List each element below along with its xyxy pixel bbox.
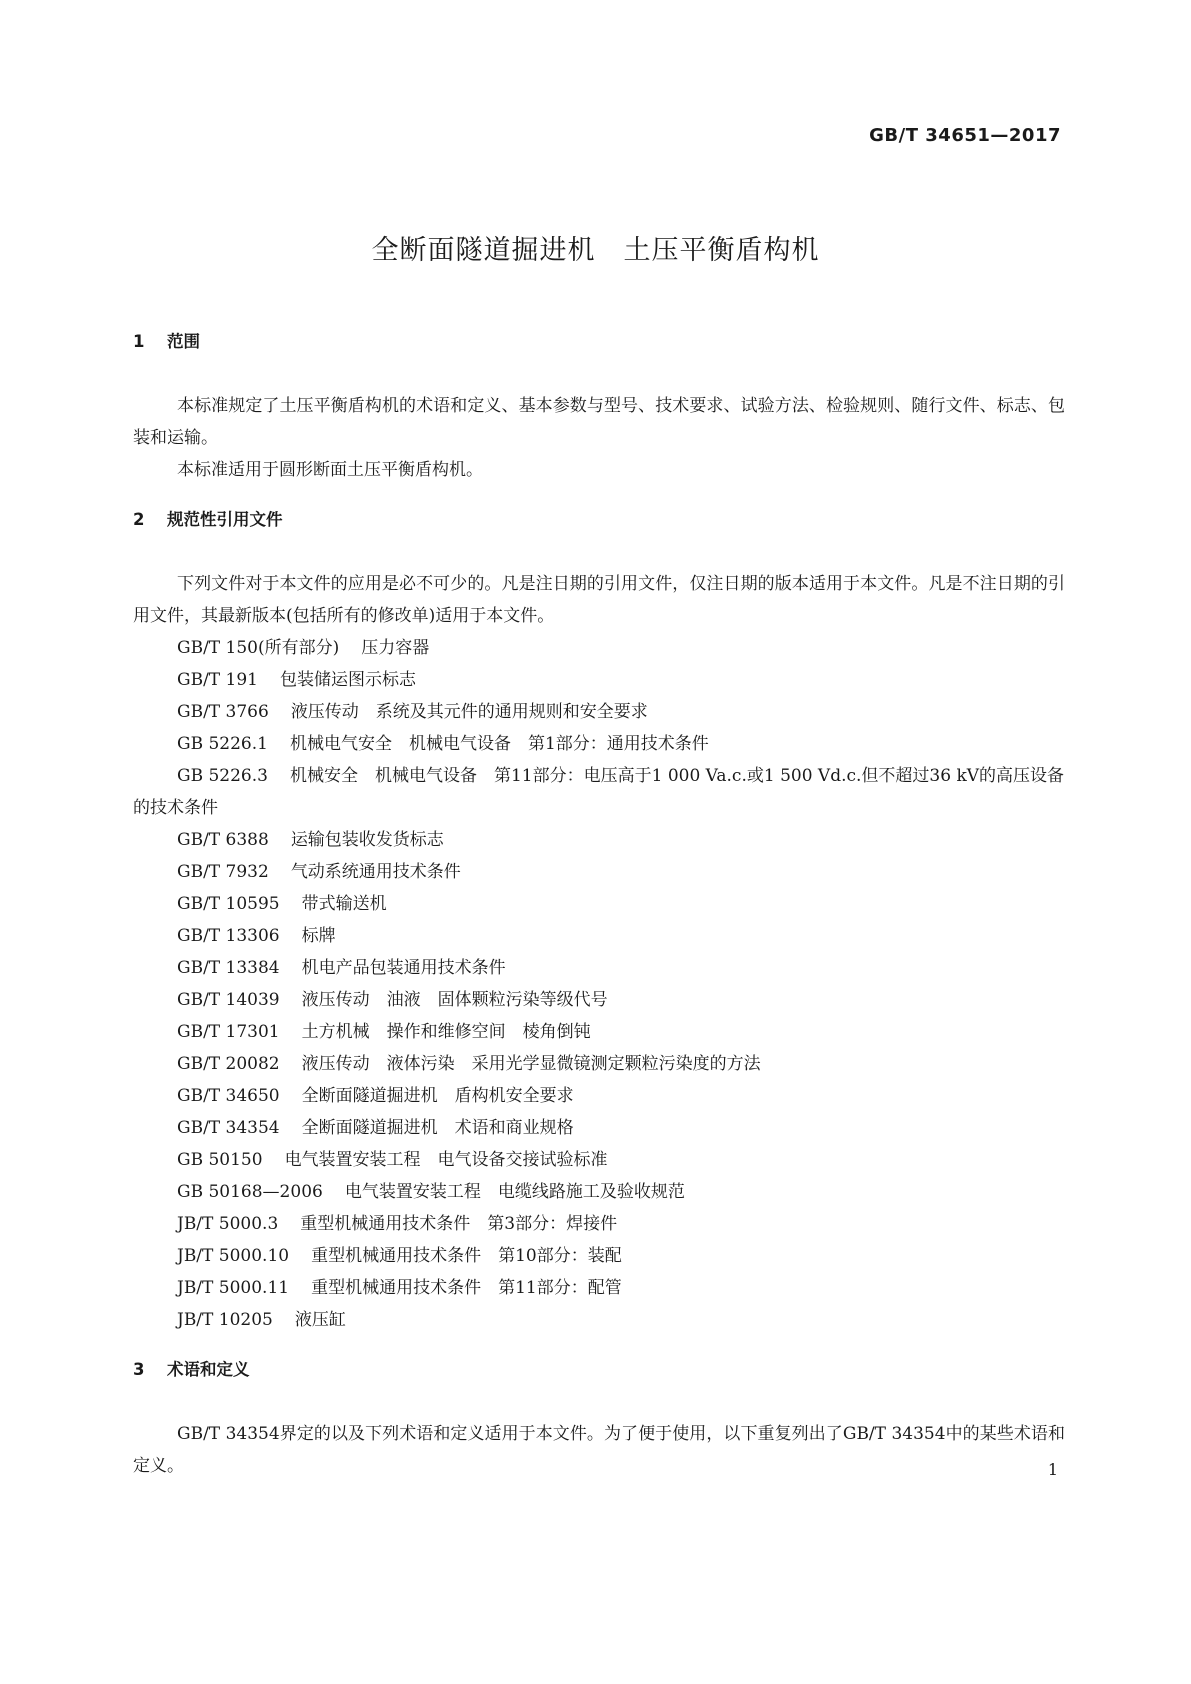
reference-code: GB/T 6388 — [177, 830, 269, 850]
reference-code: GB/T 3766 — [177, 702, 269, 722]
document-body — [133, 330, 1065, 1482]
reference-item — [133, 856, 1065, 888]
reference-code: JB/T 10205 — [177, 1310, 273, 1330]
reference-title: 重型机械通用技术条件 第3部分：焊接件 — [300, 1214, 618, 1234]
reference-title: 电气装置安装工程 电缆线路施工及验收规范 — [344, 1182, 685, 1202]
reference-code: GB/T 34354 — [177, 1118, 280, 1138]
reference-title: 运输包装收发货标志 — [290, 830, 444, 850]
reference-title: 全断面隧道掘进机 术语和商业规格 — [301, 1118, 574, 1138]
reference-title: 全断面隧道掘进机 盾构机安全要求 — [301, 1086, 574, 1106]
reference-code: GB/T 17301 — [177, 1022, 280, 1042]
reference-item — [133, 888, 1065, 920]
reference-title: 压力容器 — [361, 638, 430, 658]
reference-code: JB/T 5000.3 — [177, 1214, 279, 1234]
reference-code: GB/T 10595 — [177, 894, 280, 914]
section-heading-terms-and-definitions — [133, 1358, 1065, 1382]
section-title: 规范性引用文件 — [167, 510, 283, 529]
standard-code: GB/T 34651—2017 — [869, 125, 1061, 146]
document-title: 全断面隧道掘进机 土压平衡盾构机 — [371, 235, 820, 266]
reference-code: GB/T 14039 — [177, 990, 280, 1010]
section-number: 3 — [133, 1360, 145, 1379]
reference-code: GB 5226.1 — [177, 734, 268, 754]
reference-item — [133, 728, 1065, 760]
reference-code: GB/T 20082 — [177, 1054, 280, 1074]
section-title: 范围 — [167, 332, 200, 351]
reference-title: 机电产品包装通用技术条件 — [301, 958, 506, 978]
reference-item — [133, 1112, 1065, 1144]
section-heading-scope — [133, 330, 1065, 354]
reference-item — [133, 1304, 1065, 1336]
reference-code: JB/T 5000.10 — [177, 1246, 290, 1266]
section-heading-normative-references — [133, 508, 1065, 532]
reference-item — [133, 1144, 1065, 1176]
reference-title: 重型机械通用技术条件 第11部分：配管 — [311, 1278, 622, 1298]
reference-code: GB 50168—2006 — [177, 1182, 323, 1202]
reference-item — [133, 1272, 1065, 1304]
reference-title: 机械电气安全 机械电气设备 第1部分：通用技术条件 — [289, 734, 709, 754]
reference-item — [133, 664, 1065, 696]
paragraph: 下列文件对于本文件的应用是必不可少的。凡是注日期的引用文件，仅注日期的版本适用于本文件。凡是不注日期的引用文件，其最新版本(包括所有的修改单)适用于本文件。 — [133, 574, 1065, 626]
reference-item — [133, 1016, 1065, 1048]
page-number: 1 — [1047, 1460, 1058, 1479]
reference-title: 液压传动 液体污染 采用光学显微镜测定颗粒污染度的方法 — [301, 1054, 761, 1074]
reference-item — [133, 920, 1065, 952]
reference-title: 液压传动 油液 固体颗粒污染等级代号 — [301, 990, 608, 1010]
reference-title: 机械安全 机械电气设备 第11部分：电压高于1 000 Va.c.或1 500 Vd.c.但不超过36 kV的高压设备的技术条件 — [133, 766, 1065, 818]
reference-title: 包装储运图示标志 — [280, 670, 416, 690]
section-number: 1 — [133, 332, 145, 351]
paragraph: GB/T 34354界定的以及下列术语和定义适用于本文件。为了便于使用，以下重复列出了GB/T 34354中的某些术语和定义。 — [133, 1424, 1065, 1476]
paragraph: 本标准适用于圆形断面土压平衡盾构机。 — [177, 460, 483, 480]
reference-item — [133, 952, 1065, 984]
reference-title: 标牌 — [301, 926, 336, 946]
reference-list — [133, 632, 1065, 1336]
reference-title: 带式输送机 — [301, 894, 387, 914]
reference-item — [133, 984, 1065, 1016]
reference-item — [133, 1080, 1065, 1112]
reference-item — [133, 1208, 1065, 1240]
reference-item — [133, 632, 1065, 664]
reference-title: 气动系统通用技术条件 — [290, 862, 461, 882]
section-title: 术语和定义 — [167, 1360, 250, 1379]
reference-item — [133, 696, 1065, 728]
reference-title: 重型机械通用技术条件 第10部分：装配 — [311, 1246, 622, 1266]
reference-code: GB 50150 — [177, 1150, 263, 1170]
reference-code: GB/T 7932 — [177, 862, 269, 882]
reference-item — [133, 1048, 1065, 1080]
reference-code: GB 5226.3 — [177, 766, 268, 786]
reference-title: 土方机械 操作和维修空间 棱角倒钝 — [301, 1022, 591, 1042]
paragraph: 本标准规定了土压平衡盾构机的术语和定义、基本参数与型号、技术要求、试验方法、检验规则、随行文件、标志、包装和运输。 — [133, 396, 1065, 448]
reference-code: GB/T 150(所有部分) — [177, 638, 340, 658]
reference-item — [133, 760, 1065, 824]
section-number: 2 — [133, 510, 145, 529]
reference-item — [133, 824, 1065, 856]
reference-title: 液压缸 — [294, 1310, 346, 1330]
reference-code: GB/T 13384 — [177, 958, 280, 978]
reference-title: 电气装置安装工程 电气设备交接试验标准 — [284, 1150, 608, 1170]
reference-title: 液压传动 系统及其元件的通用规则和安全要求 — [290, 702, 648, 722]
reference-code: GB/T 191 — [177, 670, 258, 690]
reference-code: GB/T 34650 — [177, 1086, 280, 1106]
reference-item — [133, 1176, 1065, 1208]
reference-code: GB/T 13306 — [177, 926, 280, 946]
reference-item — [133, 1240, 1065, 1272]
reference-code: JB/T 5000.11 — [177, 1278, 290, 1298]
